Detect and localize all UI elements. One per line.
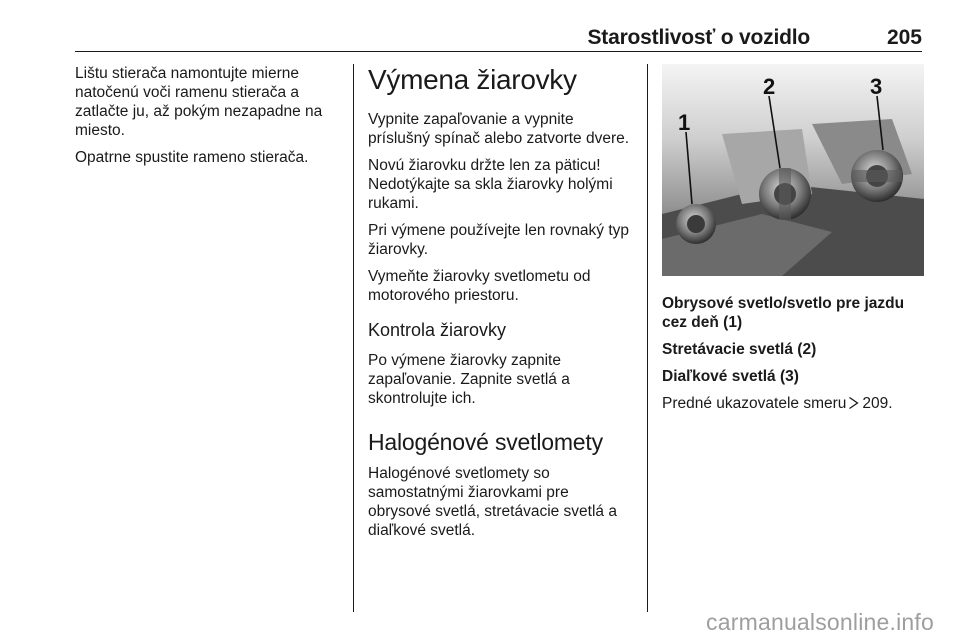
hold-bulb-paragraph: Novú žiarovku držte len za päticu! Nedotýkajte sa skla žiarovky holými rukami.	[368, 157, 613, 212]
same-type-paragraph: Pri výmene používejte len rovnaký typ žiarovky.	[368, 222, 630, 258]
turn-signal-text: Predné ukazovatele smeru	[662, 395, 847, 412]
column-divider-right	[647, 64, 648, 612]
page-reference-arrow-icon	[848, 396, 859, 410]
photo-label-2: 2	[763, 74, 776, 99]
page-number: 205	[886, 26, 922, 49]
engine-bay-paragraph: Vymeňte žiarovky svetlometu od motorového priestoru.	[368, 268, 591, 304]
photo-label-1: 1	[678, 110, 691, 135]
watermark: carmanualsonline.info	[706, 609, 934, 635]
bulb-check-heading: Kontrola žiarovky	[368, 320, 507, 340]
column-2	[368, 64, 630, 548]
caption-parking-light: Obrysové svetlo/svetlo pre jazdu cez deň (1)	[662, 295, 905, 331]
turn-signal-reference	[662, 394, 924, 413]
bulb-check-paragraph: Po výmene žiarovky zapnite zapaľovanie. Zapnite svetlá a skontrolujte ich.	[368, 352, 570, 407]
column-1	[75, 64, 339, 175]
headlight-bulbs-photo	[662, 64, 924, 276]
caption-low-beam: Stretávacie svetlá (2)	[662, 341, 817, 358]
wiper-blade-paragraph: Lištu stierača namontujte mierne natočenú voči ramenu stierača a zatlačte ju, až pokým nezapadne na miesto.	[75, 65, 323, 139]
photo-label-3: 3	[870, 74, 883, 99]
caption-high-beam: Diaľkové svetlá (3)	[662, 368, 799, 385]
halogen-headlights-heading: Halogénové svetlomety	[368, 429, 603, 455]
header-rule	[75, 51, 922, 52]
turn-signal-page-link[interactable]: 209.	[862, 395, 893, 412]
column-3	[662, 64, 924, 421]
column-divider-left	[353, 64, 354, 612]
ignition-off-paragraph: Vypnite zapaľovanie a vypnite príslušný spínač alebo zatvorte dvere.	[368, 111, 630, 147]
wiper-arm-paragraph: Opatrne spustite rameno stierača.	[75, 149, 309, 166]
running-header-title: Starostlivosť o vozidlo	[587, 26, 810, 49]
halogen-headlights-paragraph: Halogénové svetlomety so samostatnými žiarovkami pre obrysové svetlá, stretávacie svetlá a diaľkové svetlá.	[368, 465, 617, 539]
bulb-replacement-heading: Výmena žiarovky	[368, 64, 577, 95]
